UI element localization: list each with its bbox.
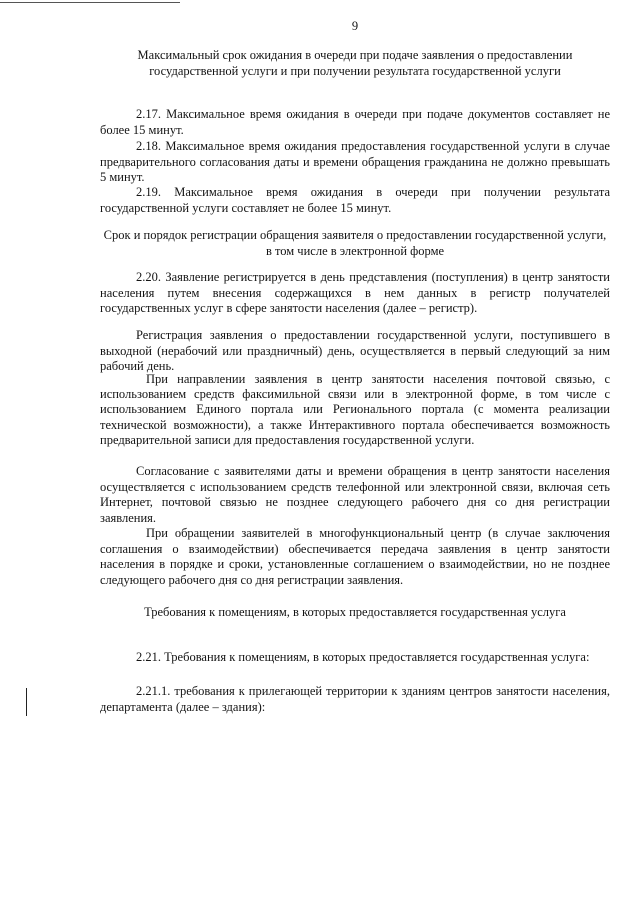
paragraph-mfc: При обращении заявителей в многофункциональный центр (в случае заключения соглашения о взаимодействии) обеспечивается передача заявления в центр занятости населения в порядке и сроки, установленные соглашением о взаимодействии, но не позднее следующего рабочего дня со дня регистрации заявления. (100, 526, 610, 587)
paragraph-2-19: 2.19. Максимальное время ожидания в очереди при получении результата государственной услуги составляет не более 15 минут. (100, 185, 610, 215)
margin-mark (26, 688, 27, 716)
paragraph-2-18: 2.18. Максимальное время ожидания предоставления государственной услуги в случае предварительного согласования даты и времени обращения гражданина не должно превышать 5 минут. (100, 139, 610, 185)
heading-premises: Требования к помещениям, в которых предоставляется государственная услуга (144, 605, 566, 619)
paragraph-weekend-registration: Регистрация заявления о предоставлении государственной услуги, поступившего в выходной (нерабочий или праздничный) день, осуществляется в первый следующий за ним рабочий день. (100, 328, 610, 374)
top-rule (0, 2, 180, 3)
paragraph-2-17: 2.17. Максимальное время ожидания в очереди при подаче документов составляет не более 15 минут. (100, 107, 610, 137)
paragraph-2-21: 2.21. Требования к помещениям, в которых предоставляется государственная услуга: (136, 650, 590, 664)
paragraph-mail-submission: При направлении заявления в центр занятости населения почтовой связью, с использованием средств факсимильной связи или в электронной форме, в том числе с использованием Единого портала или Регионального портала (с момента реализации технической возможности), а также Интерактивного портала обеспечивается возможность предварительной записи для предоставления государственной услуги. (100, 372, 610, 447)
paragraph-2-20: 2.20. Заявление регистрируется в день представления (поступления) в центр занятости населения путем внесения содержащихся в нем данных в регистр получателей государственных услуг в сфере занятости населения (далее – регистр). (100, 270, 610, 316)
paragraph-date-agreement: Согласование с заявителями даты и времени обращения в центр занятости населения осуществляется с использованием средств телефонной или электронной связи, включая сеть Интернет, почтовой связью не позднее следующего рабочего дня со дня регистрации заявления. (100, 464, 610, 525)
heading-registration: Срок и порядок регистрации обращения заявителя о предоставлении государственной услуги, в том числе в электронной форме (103, 228, 607, 258)
paragraph-2-21-1: 2.21.1. требования к прилегающей территории к зданиям центров занятости населения, департамента (далее – здания): (100, 684, 610, 714)
page-number: 9 (351, 19, 359, 33)
heading-waiting-time: Максимальный срок ожидания в очереди при подаче заявления о предоставлении государственной услуги и при получении результата государственной услуги (137, 48, 573, 78)
